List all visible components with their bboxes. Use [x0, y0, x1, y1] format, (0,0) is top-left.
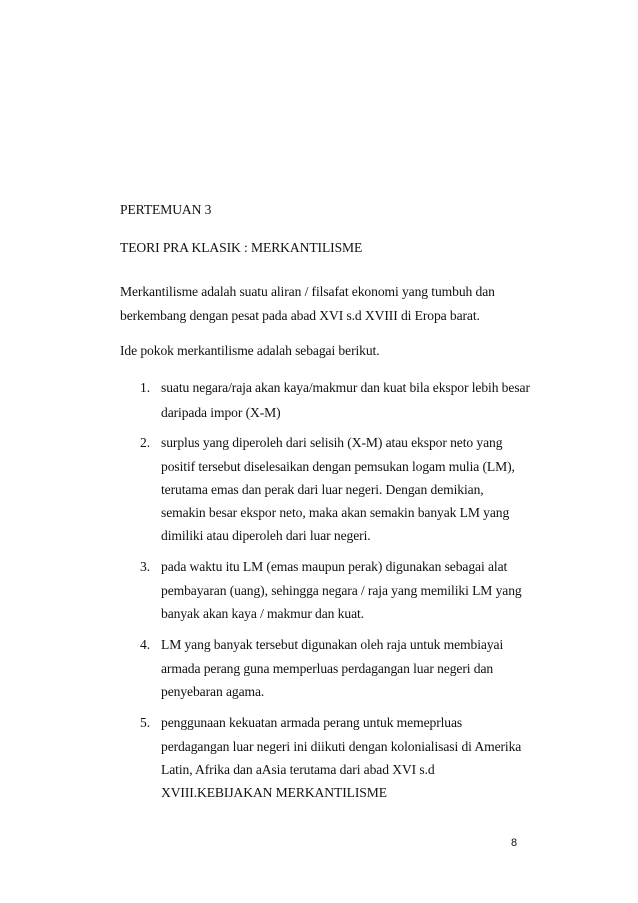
list-item-line: Latin, Afrika dan aAsia terutama dari abad XVI s.d: [161, 762, 435, 777]
list-item-line: surplus yang diperoleh dari selisih (X-M) atau ekspor neto yang: [161, 435, 503, 450]
intro-line: Merkantilisme adalah suatu aliran / filsafat ekonomi yang tumbuh dan: [120, 284, 495, 299]
list-item-line: XVIII.KEBIJAKAN MERKANTILISME: [161, 785, 387, 800]
list-item-line: perdagangan luar negeri ini diikuti dengan kolonialisasi di Amerika: [161, 739, 522, 754]
page-number: 8: [511, 837, 518, 849]
list-item-line: pada waktu itu LM (emas maupun perak) digunakan sebagai alat: [161, 559, 508, 574]
list-item-line: armada perang guna memperluas perdagangan luar negeri dan: [161, 661, 494, 676]
list-item-line: dimiliki atau diperoleh dari luar negeri.: [161, 528, 371, 543]
list-item-number: 5.: [140, 715, 151, 730]
list-item-line: terutama emas dan perak dari luar negeri. Dengan demikian,: [161, 482, 484, 497]
list-item-line: penggunaan kekuatan armada perang untuk memeprluas: [161, 715, 463, 730]
list-item-number: 3.: [140, 559, 151, 574]
list-item-line: daripada impor (X-M): [161, 405, 281, 420]
list-item-line: suatu negara/raja akan kaya/makmur dan kuat bila ekspor lebih besar: [161, 380, 530, 395]
list-item-number: 2.: [140, 435, 151, 450]
topic-title: TEORI PRA KLASIK : MERKANTILISME: [120, 240, 363, 255]
list-item-number: 4.: [140, 637, 151, 652]
list-item-number: 1.: [140, 380, 151, 395]
intro-line: berkembang dengan pesat pada abad XVI s.d XVIII di Eropa barat.: [120, 308, 480, 323]
list-item-line: semakin besar ekspor neto, maka akan semakin banyak LM yang: [161, 505, 510, 520]
list-item-line: positif tersebut diselesaikan dengan pemsukan logam mulia (LM),: [161, 459, 515, 474]
list-item-line: banyak akan kaya / makmur dan kuat.: [161, 606, 364, 621]
list-item-line: LM yang banyak tersebut digunakan oleh raja untuk membiayai: [161, 637, 504, 652]
list-item-line: pembayaran (uang), sehingga negara / raja yang memiliki LM yang: [161, 583, 522, 598]
meeting-title: PERTEMUAN 3: [120, 202, 212, 217]
lead-in: Ide pokok merkantilisme adalah sebagai berikut.: [120, 343, 380, 358]
list-item-line: penyebaran agama.: [161, 684, 265, 699]
